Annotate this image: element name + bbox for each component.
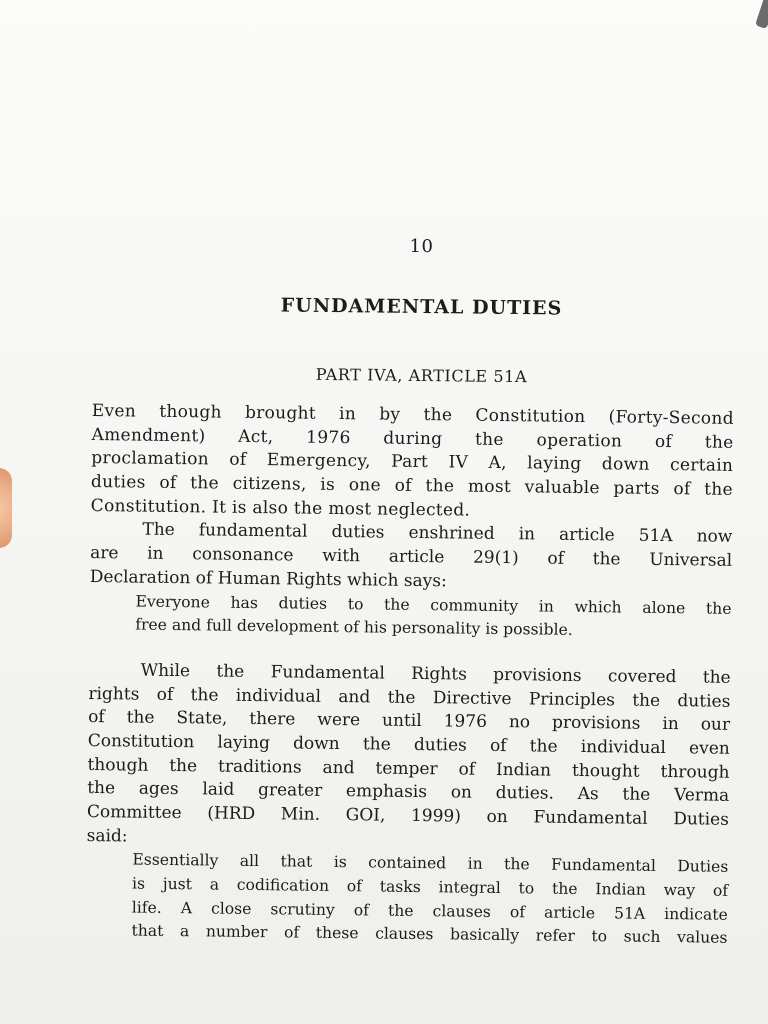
text-line: Committee (HRD Min. GOI, 1999) on Fundamental Duties (86, 801, 730, 830)
paragraph-3 (87, 659, 731, 856)
part-heading: PART IVA, ARTICLE 51A (315, 364, 528, 387)
thumb-shadow (0, 468, 12, 548)
quote-line: Essentially all that is contained in the Fundamental Duties (132, 850, 729, 877)
quote-line: is just a codification of tasks integral to the Indian way of (131, 874, 729, 900)
chapter-title: FUNDAMENTAL DUTIES (280, 294, 563, 320)
quote-line: Everyone has duties to the community in which alone the (135, 592, 732, 618)
paragraph-1 (91, 400, 734, 526)
text-line: Even though brought in by the Constitution (Forty-Second (91, 400, 734, 429)
quote-line: free and full development of his personality is possible. (135, 615, 573, 640)
quote-line: life. A close scrutiny of the clauses of article 51A indicate (131, 898, 728, 924)
text-line: are in consonance with article 29(1) of the Universal (90, 543, 733, 571)
block-quote-2 (85, 848, 728, 951)
text-line: The fundamental duties enshrined in article 51A now (142, 520, 733, 548)
text-line: of the State, there were until 1976 no provisions in our (88, 707, 731, 736)
page-number: 10 (409, 236, 434, 257)
text-line: though the traditions and temper of Indian thought through (87, 754, 730, 783)
text-line: While the Fundamental Rights provisions covered the (140, 660, 731, 688)
body-text (85, 400, 734, 951)
block-quote-1 (89, 589, 732, 644)
text-line: Constitution laying down the duties of the individual even (87, 730, 730, 759)
text-line: rights of the individual and the Directive Principles the duties (88, 683, 731, 712)
text-line: Amendment) Act, 1976 during the operation of the (91, 424, 734, 453)
text-line: duties of the citizens, is one of the most valuable parts of the (90, 472, 734, 500)
paragraph-2 (90, 518, 733, 597)
corner-mark (755, 0, 768, 29)
text-line: the ages laid greater emphasis on duties. As the Verma (87, 778, 730, 807)
text-line: said: (86, 825, 128, 847)
text-line: proclamation of Emergency, Part IV A, laying down certain (91, 448, 734, 477)
text-line: Declaration of Human Rights which says: (89, 566, 447, 592)
text-line: Constitution. It is also the most neglected. (90, 495, 471, 521)
quote-line: that a number of these clauses basically refer to such values (131, 921, 728, 948)
